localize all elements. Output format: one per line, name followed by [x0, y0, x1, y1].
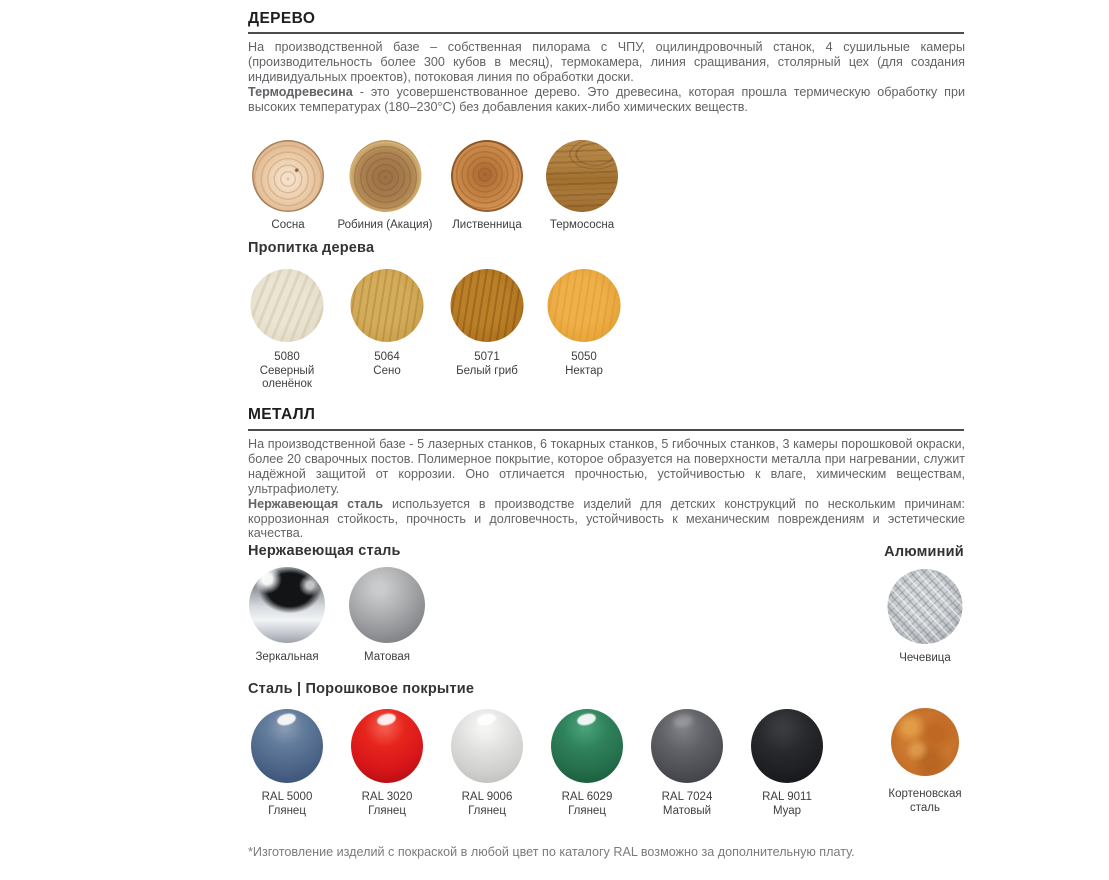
stainless-swatch-matte	[349, 567, 425, 665]
impregnation-name: Белый гриб	[456, 364, 518, 377]
wood-swatch-label: Робиния (Акация)	[337, 219, 433, 231]
ral-finish: Глянец	[368, 804, 406, 817]
ral-code: RAL 6029	[561, 791, 613, 803]
ral-9011-sphere	[751, 709, 823, 783]
pine-slice-image	[252, 140, 324, 212]
wood-swatch-robinia	[337, 140, 432, 233]
impregnation-name: Северный оленёнок	[259, 364, 315, 390]
powder-swatch-ral9006	[451, 709, 523, 818]
metal-section-title: МЕТАЛЛ	[248, 406, 316, 423]
stainless-swatch-mirror	[249, 567, 325, 665]
impregnation-swatch-5050	[548, 269, 621, 378]
ral-7024-sphere	[651, 709, 723, 783]
ral-code: RAL 7024	[661, 791, 713, 803]
wood-swatch-thermopine	[546, 140, 618, 233]
aluminum-title: Алюминий	[884, 544, 964, 560]
robinia-slice-image	[349, 140, 421, 212]
matte-steel-sphere	[349, 567, 425, 643]
corten-steel-image	[891, 708, 959, 776]
larch-slice-image	[451, 140, 523, 212]
metal-paragraph	[248, 437, 965, 541]
wood-paragraph-text: На производственной базе – собственная пилорама с ЧПУ, оцилиндровочный станок, 4 сушильные камеры (производительность более 300 кубов в месяц), термокамера, линия сращивания, столярный цех (для создания индивидуальных проектов), потоковая линия по обработки доски.	[248, 40, 965, 84]
ral-code: RAL 9011	[762, 791, 812, 803]
impregnation-code: 5071	[474, 351, 500, 363]
wood-swatch-pine	[252, 140, 324, 233]
wood-section-divider	[248, 32, 964, 34]
stainless-title: Нержавеющая сталь	[248, 543, 401, 559]
impregnation-swatch-5071	[451, 269, 524, 378]
stainless-swatch-label: Зеркальная	[255, 651, 319, 663]
ral-finish: Матовый	[662, 804, 712, 817]
wood-paragraph	[248, 40, 965, 115]
powder-swatch-ral5000	[251, 709, 323, 818]
color-swatch-5071	[451, 269, 524, 342]
ral-code: RAL 9006	[461, 791, 513, 803]
stainless-definition: используется в производстве изделий для детских конструкций по нескольким причинам: коррозионная стойкость, прочность и долговечность, устойчивость к механическим повреждениям и эстетические качества.	[248, 496, 965, 541]
ral-finish: Муар	[772, 804, 802, 817]
thermowood-definition: - это усовершенствованное дерево. Это древесина, которая прошла термическую обработку при высоких температурах (180–230°C) без добавления каких-либо химических веществ.	[248, 84, 965, 114]
aluminum-swatch	[888, 569, 963, 666]
metal-section-divider	[248, 429, 964, 431]
ral-finish: Глянец	[468, 804, 506, 817]
thermowood-term: Термодревесина	[248, 84, 353, 99]
aluminum-swatch-label: Чечевица	[899, 652, 951, 664]
mirror-steel-sphere	[249, 567, 325, 643]
impregnation-code: 5064	[374, 351, 400, 363]
impregnation-name: Нектар	[565, 364, 603, 377]
color-swatch-5050	[548, 269, 621, 342]
impregnation-swatch-5064	[351, 269, 424, 378]
powder-swatch-ral3020	[351, 709, 423, 818]
wood-swatch-label: Лиственница	[452, 219, 522, 231]
ral-finish: Глянец	[568, 804, 606, 817]
ral-footnote: *Изготовление изделий с покраской в любой цвет по каталогу RAL возможно за дополнительную плату.	[248, 845, 855, 859]
stainless-swatch-label: Матовая	[364, 651, 410, 663]
wood-swatch-label: Сосна	[271, 219, 305, 231]
impregnation-title: Пропитка дерева	[248, 240, 375, 256]
wood-swatch-larch	[451, 140, 523, 233]
color-swatch-5080	[251, 269, 324, 342]
ral-finish: Глянец	[268, 804, 306, 817]
color-swatch-5064	[351, 269, 424, 342]
impregnation-code: 5050	[571, 351, 597, 363]
wood-section-title: ДЕРЕВО	[248, 10, 316, 27]
ral-5000-sphere	[251, 709, 323, 783]
thermopine-grain-image	[546, 140, 618, 212]
ral-code: RAL 3020	[361, 791, 413, 803]
ral-9006-sphere	[451, 709, 523, 783]
checker-plate-aluminum-image	[888, 569, 963, 644]
corten-swatch-label: Кортеновская сталь	[888, 788, 962, 814]
powder-swatch-ral9011	[751, 709, 823, 818]
impregnation-code: 5080	[274, 351, 300, 363]
impregnation-name: Сено	[373, 364, 401, 377]
corten-swatch	[879, 708, 971, 815]
powder-title: Сталь | Порошковое покрытие	[248, 681, 475, 697]
metal-paragraph-text: На производственной базе - 5 лазерных станков, 6 токарных станков, 5 гибочных станков, 3 камеры порошковой окраски, более 20 сварочных постов. Полимерное покрытие, которое образуется на поверхности металла при нагревании, служит надёжной защитой от коррозии. Оно отличается прочностью, устойчивостью к влаге, химическим веществам, ультрафиолету.	[248, 437, 965, 496]
powder-swatch-ral6029	[551, 709, 623, 818]
impregnation-swatch-5080	[251, 269, 324, 392]
wood-swatch-label: Термососна	[549, 219, 615, 231]
ral-3020-sphere	[351, 709, 423, 783]
powder-swatch-ral7024	[651, 709, 723, 818]
ral-code: RAL 5000	[261, 791, 313, 803]
stainless-term: Нержавеющая сталь	[248, 496, 384, 511]
ral-6029-sphere	[551, 709, 623, 783]
